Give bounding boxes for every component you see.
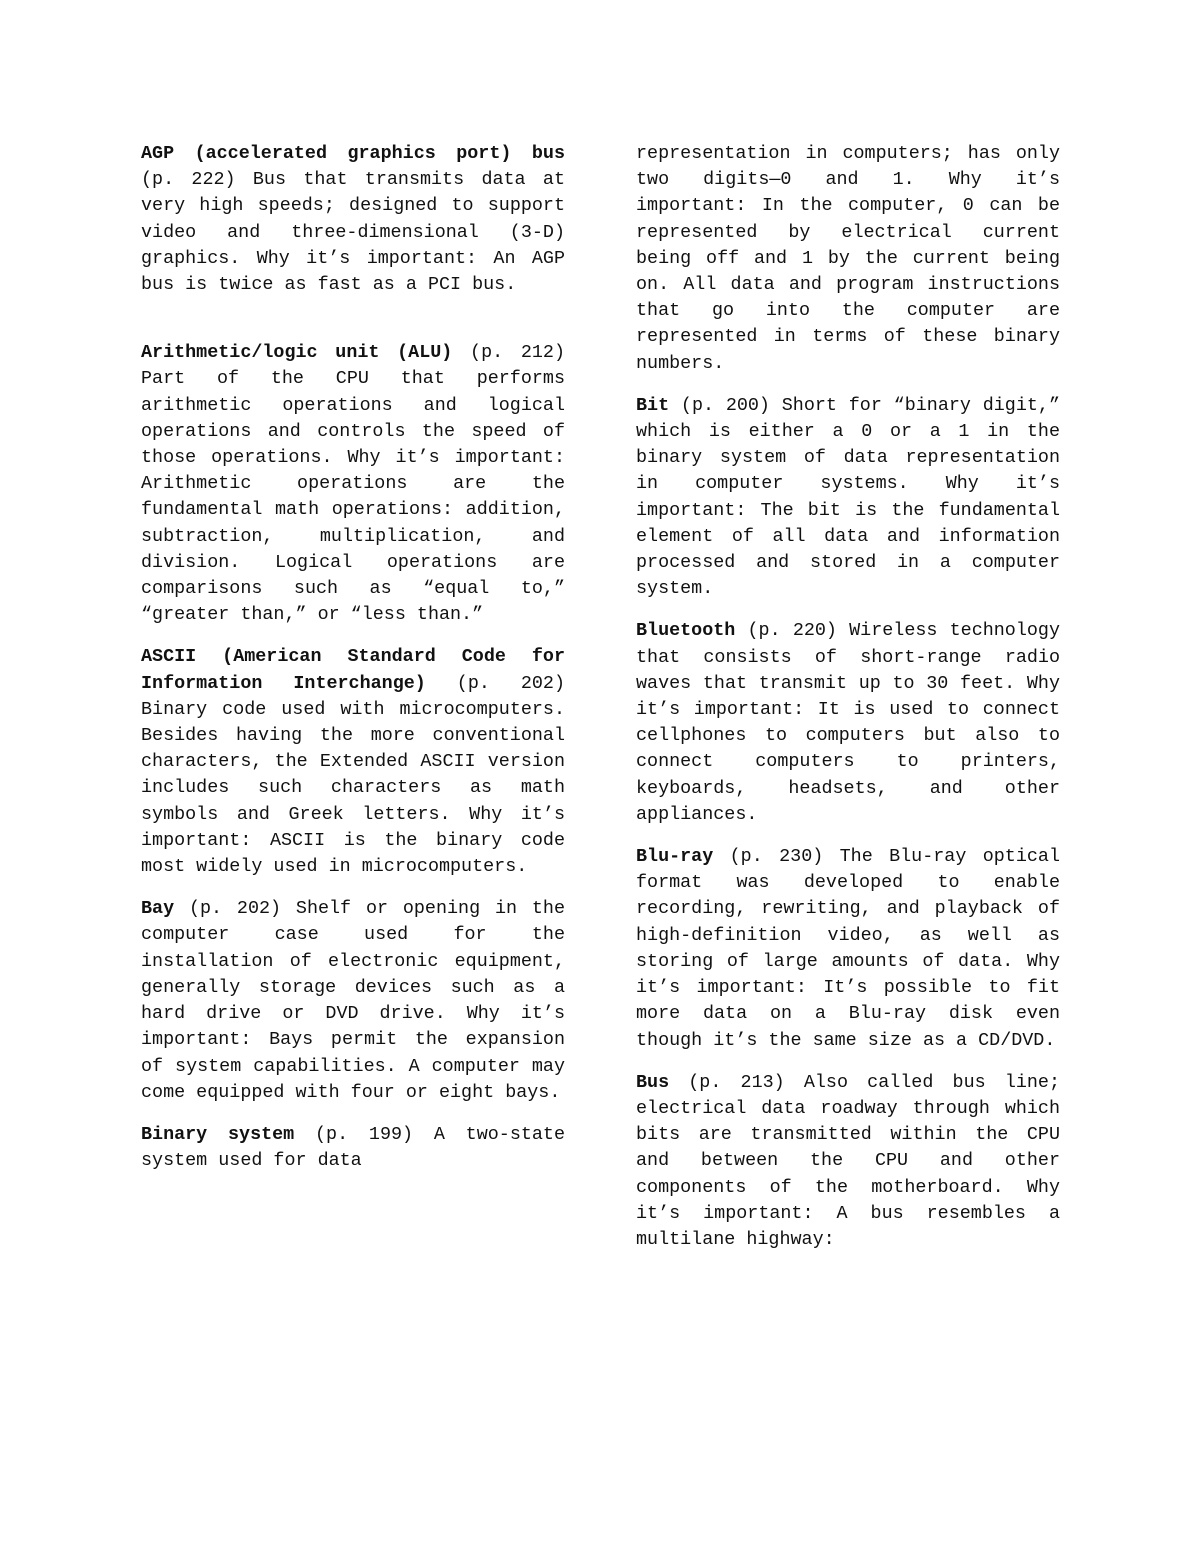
glossary-entry-ascii bbox=[141, 644, 565, 880]
entry-definition: (p. 230) The Blu-ray optical format was developed to enable recording, rewriting, and playback of high-definition video, as well as storing of large amounts of data. Why it’s important: It’s possible to fit more data on a Blu-ray disk even though it’s the same size as a CD/DVD. bbox=[636, 846, 1060, 1051]
left-column bbox=[141, 141, 565, 1190]
glossary-entry-alu bbox=[141, 340, 565, 628]
entry-definition: (p. 202) Shelf or opening in the computer case used for the installation of electronic equipment, generally storage devices such as a hard drive or DVD drive. Why it’s important: Bays permit the expansion of system capabilities. A computer may come equipped with four or eight bays. bbox=[141, 898, 565, 1103]
entry-definition: (p. 200) Short for “binary digit,” which is either a 0 or a 1 in the binary system of data representation in computer systems. Why it’s important: The bit is the fundamental element of all data and information processed and stored in a computer system. bbox=[636, 394, 1060, 600]
glossary-entry-bit bbox=[636, 393, 1060, 603]
entry-term: Arithmetic/logic unit (ALU) bbox=[141, 342, 453, 364]
entry-definition: (p. 199) A two-state system used for data bbox=[141, 1123, 565, 1172]
entry-term: Bluetooth bbox=[636, 620, 736, 642]
entry-term: Binary system bbox=[141, 1123, 295, 1145]
entry-definition: (p. 220) Wireless technology that consists of short-range radio waves that transmit up to 30 feet. Why it’s important: It is used to connect cellphones to computers but also to connect computers to printers, keyboards, headsets, and other appliances. bbox=[636, 620, 1060, 825]
entry-definition: (p. 213) Also called bus line; electrical data roadway through which bits are transmitted within the CPU and between the CPU and other components of the motherboard. Why it’s important: A bus resembles a multilane highway: bbox=[636, 1071, 1060, 1250]
entry-term: Bit bbox=[636, 394, 670, 416]
entry-term: Blu-ray bbox=[636, 846, 714, 868]
glossary-entry-bluetooth bbox=[636, 618, 1060, 828]
glossary-entry-agp-bus bbox=[141, 141, 565, 298]
glossary-entry-bus bbox=[636, 1070, 1060, 1253]
entry-definition: (p. 222) Bus that transmits data at very high speeds; designed to support video and three-dimensional (3-D) graphics. Why it’s important: An AGP bus is twice as fast as a PCI bus. bbox=[141, 169, 565, 296]
entry-term: ASCII (American Standard Code for Information Interchange) bbox=[141, 646, 565, 694]
entry-term: Bay bbox=[141, 898, 175, 920]
entry-definition: (p. 212) Part of the CPU that performs arithmetic operations and logical operations and controls the speed of those operations. Why it’s important: Arithmetic operations are the fundamental math operations: addition, subtraction, multiplication, and division. Logical operations are comparisons such as “equal to,” “greater than,” or “less than.” bbox=[141, 342, 565, 626]
entry-definition: (p. 202) Binary code used with microcomputers. Besides having the more conventional characters, the Extended ASCII version includes such characters as math symbols and Greek letters. Why it’s important: ASCII is the binary code most widely used in microcomputers. bbox=[141, 672, 566, 878]
glossary-entry-binary-system bbox=[141, 1122, 565, 1174]
entry-term: Bus bbox=[636, 1071, 670, 1093]
glossary-entry-blu-ray bbox=[636, 844, 1060, 1054]
entry-term: AGP (accelerated graphics port) bus bbox=[141, 143, 565, 164]
glossary-entry-binary-system-continued bbox=[636, 141, 1060, 377]
right-column bbox=[636, 141, 1060, 1269]
glossary-entry-bay bbox=[141, 896, 565, 1106]
entry-definition: representation in computers; has only two digits—0 and 1. Why it’s important: In the computer, 0 can be represented by electrical current being off and 1 by the current being on. All data and program instructions that go into the computer are represented in terms of these binary numbers. bbox=[636, 143, 1060, 374]
